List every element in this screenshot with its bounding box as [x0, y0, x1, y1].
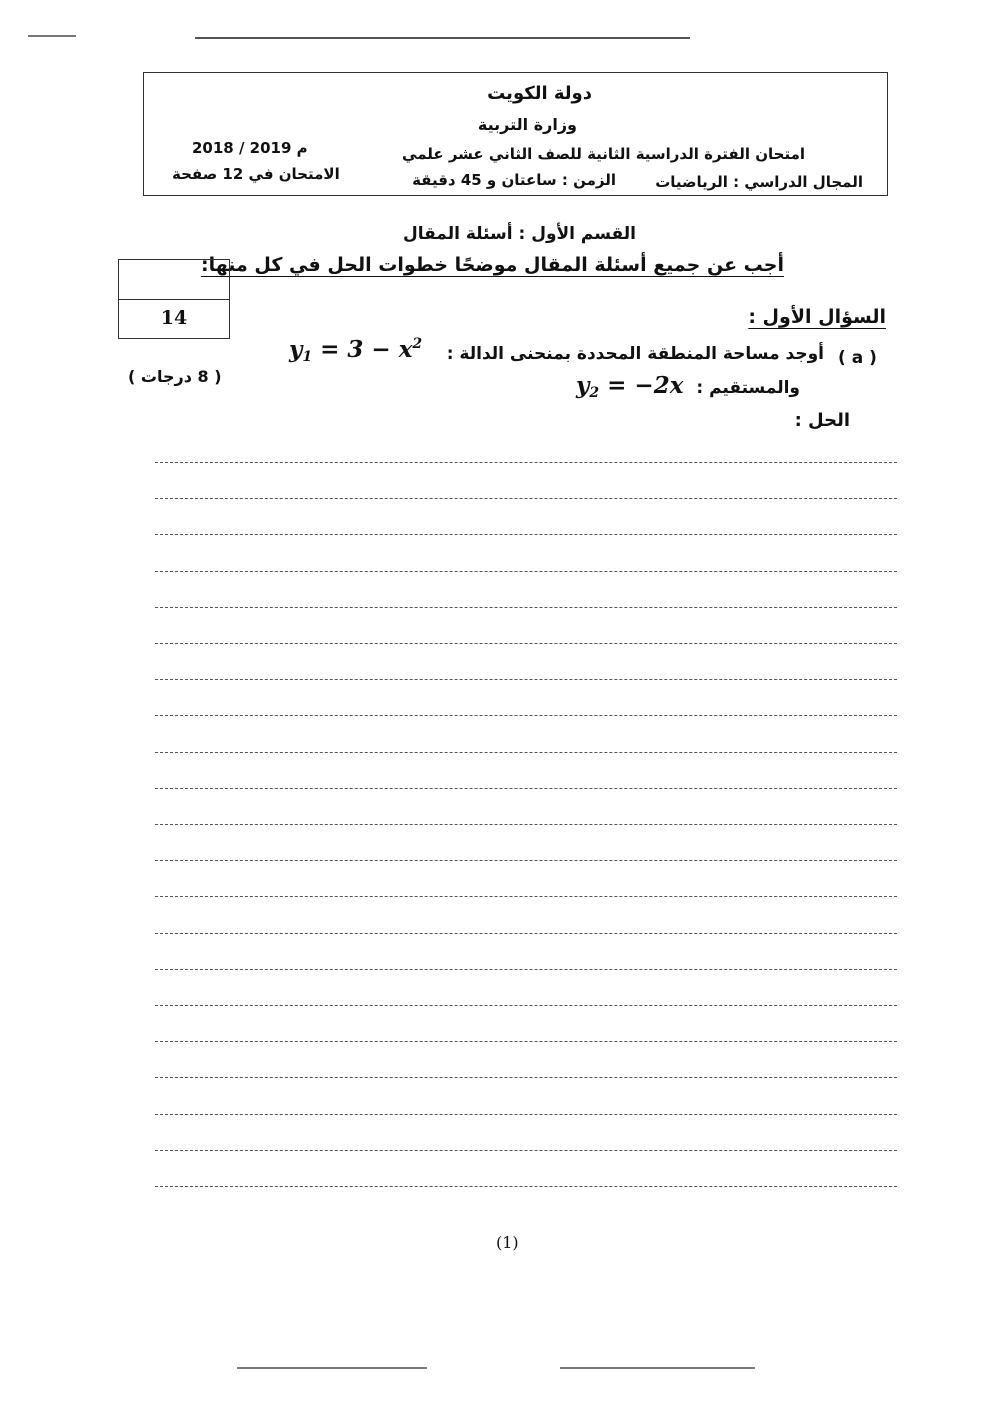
answer-line — [155, 679, 897, 680]
answer-line — [155, 860, 897, 861]
answer-line — [155, 896, 897, 897]
exam-header-box — [143, 72, 888, 196]
eq2-rhs: = −2x — [607, 372, 684, 399]
answer-line — [155, 824, 897, 825]
answer-line — [155, 1005, 897, 1006]
answer-line — [155, 752, 897, 753]
answer-line — [155, 571, 897, 572]
answer-line — [155, 715, 897, 716]
answer-line — [155, 1041, 897, 1042]
scan-artifact-bottom-right — [560, 1367, 755, 1369]
exam-duration: الزمن : ساعتان و 45 دقيقة — [412, 171, 616, 189]
scan-artifact-top — [195, 37, 690, 39]
academic-year: 2018 / 2019 م — [192, 139, 308, 157]
answer-line — [155, 1186, 897, 1187]
eq2-var: y — [576, 372, 590, 399]
equation-1 — [289, 336, 422, 365]
answer-line — [155, 969, 897, 970]
answer-line — [155, 788, 897, 789]
section-instruction: أجب عن جميع أسئلة المقال موضحًا خطوات الحل في كل منها: — [201, 254, 784, 276]
answer-line — [155, 1077, 897, 1078]
subject: المجال الدراسي : الرياضيات — [655, 173, 863, 191]
answer-line — [155, 462, 897, 463]
answer-line — [155, 933, 897, 934]
solution-label: الحل : — [794, 410, 850, 431]
scan-artifact-top-left — [28, 35, 76, 37]
part-text: أوجد مساحة المنطقة المحددة بمنحنى الدالة : — [446, 344, 824, 364]
state-name: دولة الكويت — [487, 83, 592, 104]
eq1-sub: 1 — [302, 349, 313, 365]
eq1-var: y — [289, 336, 303, 363]
exam-title: امتحان الفترة الدراسية الثانية للصف الثاني عشر علمي — [402, 145, 805, 163]
answer-line — [155, 1114, 897, 1115]
marks-label: ( 8 درجات ) — [128, 367, 222, 386]
equation-2 — [576, 372, 683, 401]
answer-line — [155, 1150, 897, 1151]
answer-line — [155, 607, 897, 608]
exam-page-count: الامتحان في 12 صفحة — [172, 165, 340, 183]
question-heading: السؤال الأول : — [748, 306, 886, 328]
score-box — [118, 259, 230, 339]
section-title: القسم الأول : أسئلة المقال — [402, 224, 636, 244]
answer-line — [155, 534, 897, 535]
answer-line — [155, 498, 897, 499]
eq2-sub: 2 — [589, 385, 600, 401]
part-label: ( a ) — [838, 348, 877, 368]
line-2-text: والمستقيم : — [696, 378, 800, 398]
answer-line — [155, 643, 897, 644]
scan-artifact-bottom — [237, 1367, 427, 1369]
page-number: (1) — [496, 1233, 519, 1252]
ministry-name: وزارة التربية — [477, 115, 577, 134]
eq1-rhs: = 3 − x — [320, 336, 413, 363]
score-value: 14 — [160, 307, 188, 329]
score-box-divider — [119, 299, 229, 300]
eq1-sup: 2 — [412, 336, 423, 352]
